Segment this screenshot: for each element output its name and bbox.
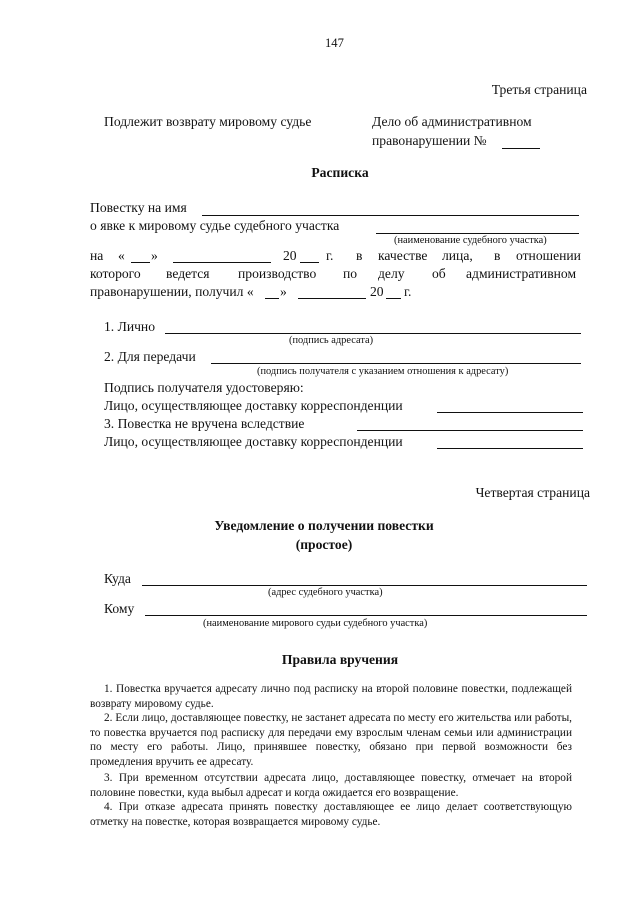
courier-label-1: Лицо, осуществляющее доставку корреспонденции xyxy=(104,398,403,413)
rule-4: 4. При отказе адресата принять повестку доставляющее ее лицо делает соответствующую отметку на повестке, которая возвращается мировому судье. xyxy=(90,801,572,828)
month-blank xyxy=(173,262,271,263)
date-row-g: г. xyxy=(326,248,334,263)
personally-label: 1. Лично xyxy=(104,319,155,334)
date-row-v: в xyxy=(356,248,363,263)
received-label: правонарушении, получил « xyxy=(90,284,254,299)
to-deliver-label: 2. Для передачи xyxy=(104,349,196,364)
rules-title: Правила вручения xyxy=(281,652,399,667)
not-delivered-label: 3. Повестка не вручена вследствие xyxy=(104,416,305,431)
date-row-quote-close: » xyxy=(151,248,158,263)
page-number: 147 xyxy=(325,36,344,50)
date-row-in: в xyxy=(494,248,501,263)
proc-word-4: по xyxy=(343,266,358,281)
whom-caption: (наименование мирового судьи судебного участка) xyxy=(203,618,428,629)
date-row-quote-open: « xyxy=(118,248,125,263)
not-delivered-reason-blank xyxy=(357,430,583,431)
personal-signature-blank xyxy=(165,333,581,334)
certify-label: Подпись получателя удостоверяю: xyxy=(104,380,304,395)
received-year-blank xyxy=(386,298,401,299)
proc-word-5: делу xyxy=(378,266,405,281)
proc-word-2: ведется xyxy=(166,266,210,281)
recipient-caption: (подпись получателя с указанием отношения к адресату) xyxy=(257,366,509,377)
date-row-on: на xyxy=(90,248,104,263)
date-row-year: 20 xyxy=(283,248,297,263)
rule-3: 3. При временном отсутствии адресата лицо, доставляющее повестку, отмечает на второй половине повестки, куда выбыл адресат и когда ожидается его возвращение. xyxy=(90,772,572,799)
where-label: Куда xyxy=(104,571,131,586)
received-g: г. xyxy=(404,284,412,299)
date-row-respect: отношении xyxy=(516,248,581,263)
case-line-2 xyxy=(372,133,487,149)
whom-label: Кому xyxy=(104,601,135,616)
year-blank xyxy=(300,262,319,263)
case-line-1: Дело об административном xyxy=(372,114,532,129)
received-quote-close: » xyxy=(280,284,287,299)
courier-signature-blank-1 xyxy=(437,412,583,413)
signature-caption: (подпись адресата) xyxy=(289,335,374,346)
court-district-blank xyxy=(376,233,579,234)
case-number-blank xyxy=(502,148,540,149)
received-day-blank xyxy=(265,298,279,299)
courier-signature-blank-2 xyxy=(437,448,583,449)
fourth-page-label: Четвертая страница xyxy=(475,485,590,500)
rule-1: 1. Повестка вручается адресату лично под расписку на второй половине повестки, подлежащей возврату мировому судье. xyxy=(90,683,572,710)
received-month-blank xyxy=(298,298,366,299)
courier-label-2: Лицо, осуществляющее доставку корреспонденции xyxy=(104,434,403,449)
rule-2: 2. Если лицо, доставляющее повестку, не застанет адресата по месту его жительства или работы, то повестка вручается под расписку для передачи ему взрослым членам семьи или администрации по месту его работы. Лицо, принявшее повестку, обязано при первой возможности без промедления вручить ее адресату. xyxy=(90,712,572,769)
proc-word-1: которого xyxy=(90,266,141,281)
proc-word-7: административном xyxy=(466,266,577,281)
third-page-label: Третья страница xyxy=(491,82,587,97)
proc-word-3: производство xyxy=(238,266,317,281)
notice-subtitle: (простое) xyxy=(295,537,353,552)
date-row-capacity: качестве xyxy=(378,248,428,263)
where-caption: (адрес судебного участка) xyxy=(268,587,383,598)
received-year: 20 xyxy=(370,284,384,299)
appearance-label: о явке к мировому судье судебного участка xyxy=(90,218,340,233)
proc-word-6: об xyxy=(432,266,446,281)
where-blank xyxy=(142,585,587,586)
recipient-signature-blank xyxy=(211,363,581,364)
day-blank xyxy=(131,262,150,263)
summons-for-label: Повестку на имя xyxy=(90,200,187,215)
case-number-label: правонарушении № xyxy=(372,133,487,148)
court-caption: (наименование судебного участка) xyxy=(394,235,547,246)
receipt-title: Расписка xyxy=(311,165,369,180)
return-note: Подлежит возврату мировому судье xyxy=(104,114,312,129)
notice-title: Уведомление о получении повестки xyxy=(214,518,434,533)
date-row-person: лица, xyxy=(442,248,473,263)
whom-blank xyxy=(145,615,587,616)
addressee-name-blank xyxy=(202,215,579,216)
